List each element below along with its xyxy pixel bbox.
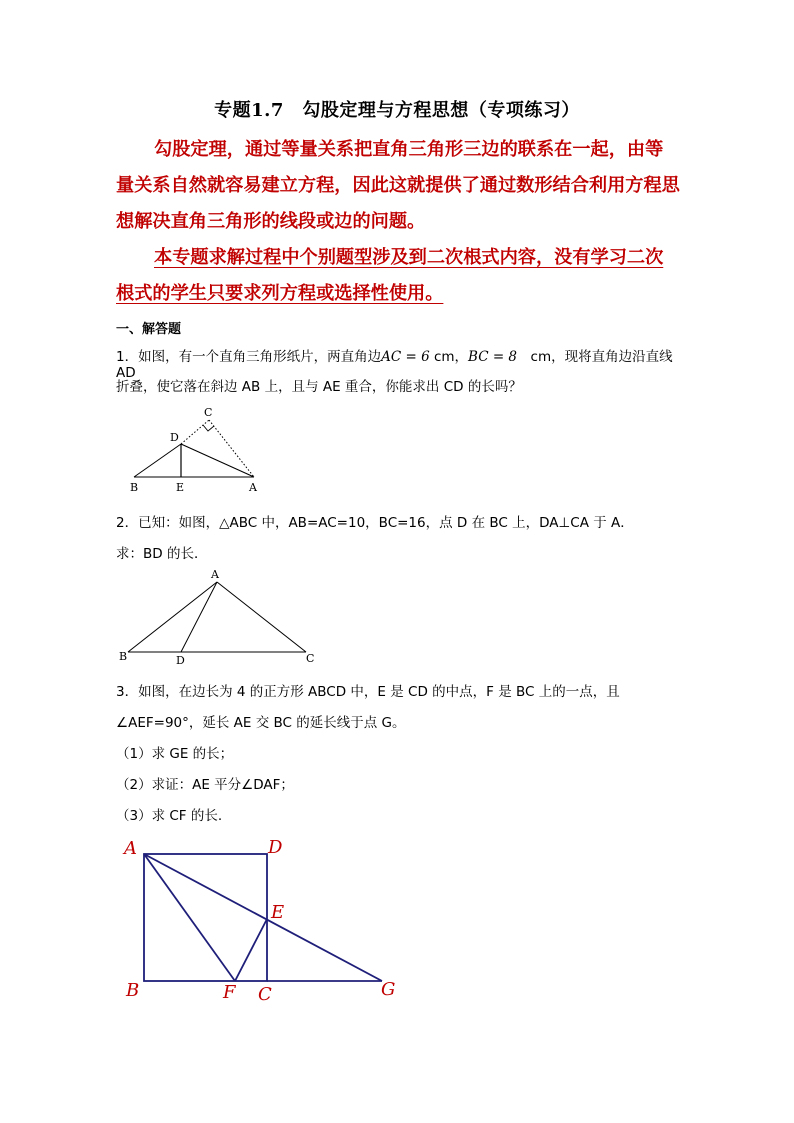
q1-ac-expression: AC = 6 [381,349,430,365]
q2-figure [118,566,324,668]
q3-label-A: A [124,838,137,859]
q3-segment-AF [144,854,235,981]
q2-segment-AB [128,582,217,652]
q3-label-G: G [381,979,396,1000]
q2-segment-AC [217,582,306,652]
q1-bc-expression: BC = 8 [468,349,518,365]
q1-cm-unit: cm， [429,349,469,365]
q1-segment-DC-dotted [181,420,209,444]
q3-label-E: E [271,902,285,923]
q3-line-2: ∠AEF=90°，延长 AE 交 BC 的延长线于点 G。 [116,715,406,731]
q1-segment-CA-dotted [209,420,254,477]
q1-label-C: C [204,406,213,419]
q3-label-D: D [268,837,283,858]
intro-paragraph-2: 本专题求解过程中个别题型涉及到二次根式内容，没有学习二次根式的学生只要求列方程或选择性使用。 [116,247,664,304]
intro-paragraph-1: 勾股定理，通过等量关系把直角三角形三边的联系在一起，由等量关系自然就容易建立方程，因此这就提供了通过数形结合利用方程思想解决直角三角形的线段或边的问题。 [116,139,680,232]
q3-subquestion-1: （1）求 GE 的长； [116,746,234,762]
q3-square-ABCD [144,854,267,981]
q2-line-2: 求：BD 的长． [116,546,208,562]
q2-label-D: D [176,654,185,667]
q1-line-2: 折叠，使它落在斜边 AB 上，且与 AE 重合，你能求出 CD 的长吗？ [116,379,522,395]
q1-figure [128,404,268,496]
q2-label-B: B [119,650,128,663]
q3-figure [118,832,408,1012]
q2-segment-AD [181,582,217,652]
q3-label-B: B [126,980,140,1001]
q3-line-1: 3．如图，在边长为 4 的正方形 ABCD 中，E 是 CD 的中点，F 是 BC 上的一点，且 [116,684,620,700]
q3-subquestion-2: （2）求证：AE 平分∠DAF； [116,777,294,793]
q2-line-1: 2．已知：如图，△ABC 中，AB=AC=10，BC=16，点 D 在 BC 上，DA⊥CA 于 A． [116,515,634,531]
q3-segment-EF [235,919,267,981]
section-heading: 一、解答题 [116,322,182,337]
q1-segment-BD [134,444,181,477]
q3-label-F: F [223,982,236,1003]
q3-subquestion-3: （3）求 CF 的长. [116,808,223,824]
q2-label-C: C [306,652,315,665]
q1-label-A: A [249,481,257,494]
q1-right-angle-mark [203,425,214,431]
q3-segment-AG [144,854,382,981]
q2-label-A: A [211,568,219,581]
q1-segment-DA [181,444,254,477]
q1-line1-prefix: 1．如图，有一个直角三角形纸片，两直角边 [116,349,382,365]
q1-label-E: E [176,481,185,494]
q1-line1-suffix: cm，现将直角边沿直线 AD [116,349,673,381]
page-title: 专题1.7 勾股定理与方程思想（专项练习） [214,100,580,121]
q1-label-B: B [130,481,139,494]
q1-label-D: D [170,431,179,444]
q3-label-C: C [258,984,272,1005]
